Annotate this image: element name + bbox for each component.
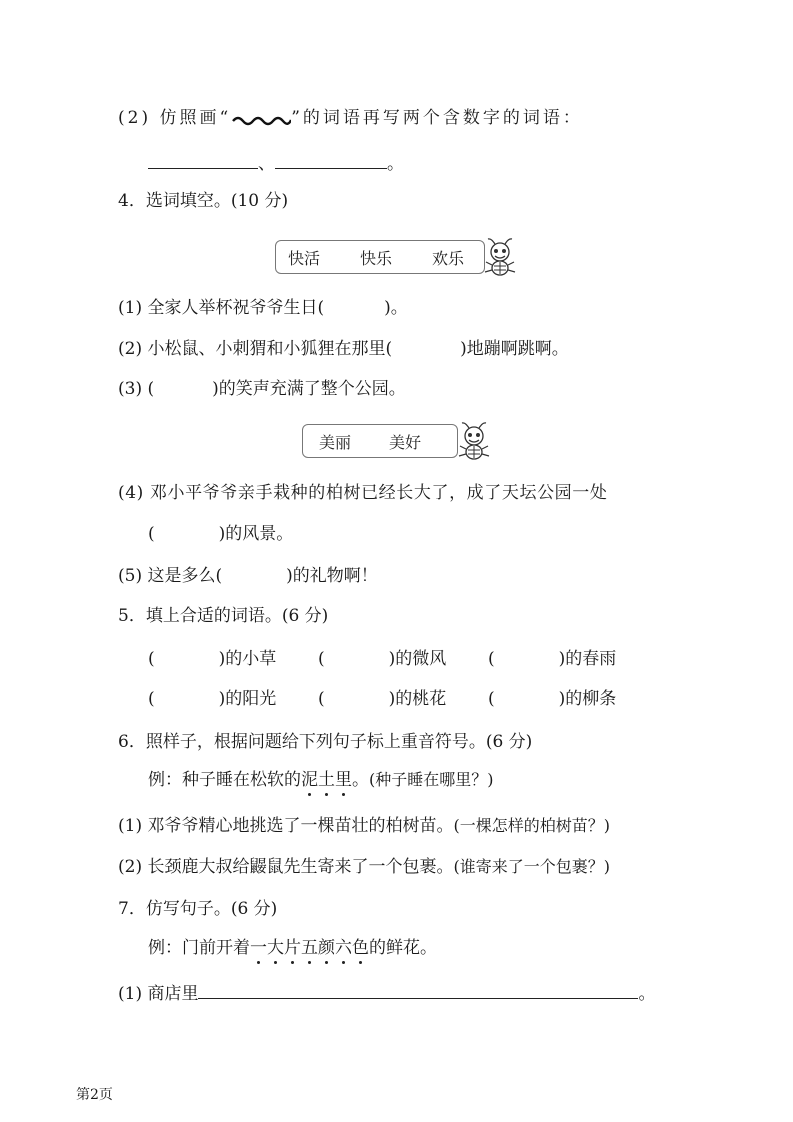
- word-option: 欢乐: [432, 248, 465, 268]
- item-question: (一棵怎样的柏树苗？): [453, 816, 610, 835]
- q6-item2: (2) 长颈鹿大叔给鼹鼠先生寄来了一个包裹。(谁寄来了一个包裹？): [118, 857, 610, 877]
- q4-title: 4．选词填空。(10 分): [118, 191, 289, 211]
- word-box-1: [275, 240, 485, 274]
- answer-blank[interactable]: [198, 980, 638, 999]
- q5-row2-col2: ( )的桃花: [318, 689, 447, 709]
- q5-row2-col3: ( )的柳条: [488, 689, 617, 709]
- word-option: 美好: [389, 432, 422, 452]
- item-question: (谁寄来了一个包裹？): [453, 857, 610, 876]
- q5-row1-col3: ( )的春雨: [488, 649, 617, 669]
- stress-dot-char: 土: [318, 770, 335, 790]
- q5-row1-col2: ( )的微风: [318, 649, 447, 669]
- stress-dot-char: 六: [335, 938, 352, 958]
- q4-item5: (5) 这是多么( )的礼物啊！: [118, 566, 378, 586]
- stress-dot-char: 颜: [318, 938, 335, 958]
- stress-marked-text: [250, 938, 369, 958]
- stress-marked-text: [301, 770, 352, 790]
- ant-mascot-icon: [480, 236, 520, 278]
- q4-item1: (1) 全家人举杯祝爷爷生日( )。: [118, 298, 408, 318]
- q6-example: 例：种子睡在松软的泥土里。(种子睡在哪里？): [148, 770, 494, 790]
- q4-item4-line1: (4) 邓小平爷爷亲手栽种的柏树已经长大了，成了天坛公园一处: [118, 483, 608, 503]
- example-question: (种子睡在哪里？): [369, 770, 494, 789]
- q3-item2-line: [118, 106, 583, 130]
- page-number: 第2页: [76, 1087, 113, 1103]
- word-option: 快乐: [360, 248, 393, 268]
- word-option: 美丽: [319, 432, 352, 452]
- q6-item1: (1) 邓爷爷精心地挑选了一棵苗壮的柏树苗。(一棵怎样的柏树苗？): [118, 816, 610, 836]
- answer-blank[interactable]: [148, 150, 258, 169]
- q3-item2-suffix: ”的词语再写两个含数字的词语：: [291, 108, 583, 128]
- q5-row2-col1: ( )的阳光: [148, 689, 277, 709]
- q5-title: 5．填上合适的词语。(6 分): [118, 606, 329, 626]
- word-option: 快活: [288, 248, 321, 268]
- q4-item4-line2: ( )的风景。: [148, 524, 294, 544]
- q3-item2-blanks: [148, 150, 404, 176]
- q6-title: 6．照样子，根据问题给下列句子标上重音符号。(6 分): [118, 732, 533, 752]
- q7-item1: (1) 商店里 。: [118, 980, 655, 1006]
- ant-mascot-icon: [454, 420, 494, 462]
- q4-item2: (2) 小松鼠、小刺猬和小狐狸在那里( )地蹦啊跳啊。: [118, 339, 569, 359]
- wavy-underline-icon: [231, 112, 291, 126]
- stress-dot-char: 一: [250, 938, 267, 958]
- word-box-2: [302, 424, 458, 458]
- q5-row1-col1: ( )的小草: [148, 649, 277, 669]
- separator: 、: [258, 154, 275, 174]
- stress-dot-char: 大: [267, 938, 284, 958]
- q7-example: 例：门前开着一大片五颜六色的鲜花。: [148, 938, 437, 958]
- stress-dot-char: 泥: [301, 770, 318, 790]
- q4-item3: (3) ( )的笑声充满了整个公园。: [118, 379, 406, 399]
- period: 。: [387, 154, 404, 174]
- stress-dot-char: 色: [352, 938, 369, 958]
- answer-blank[interactable]: [275, 150, 387, 169]
- q7-title: 7．仿写句子。(6 分): [118, 899, 278, 919]
- q3-item2-prefix: (2) 仿照画“: [118, 108, 232, 128]
- stress-dot-char: 片: [284, 938, 301, 958]
- stress-dot-char: 里: [335, 770, 352, 790]
- stress-dot-char: 五: [301, 938, 318, 958]
